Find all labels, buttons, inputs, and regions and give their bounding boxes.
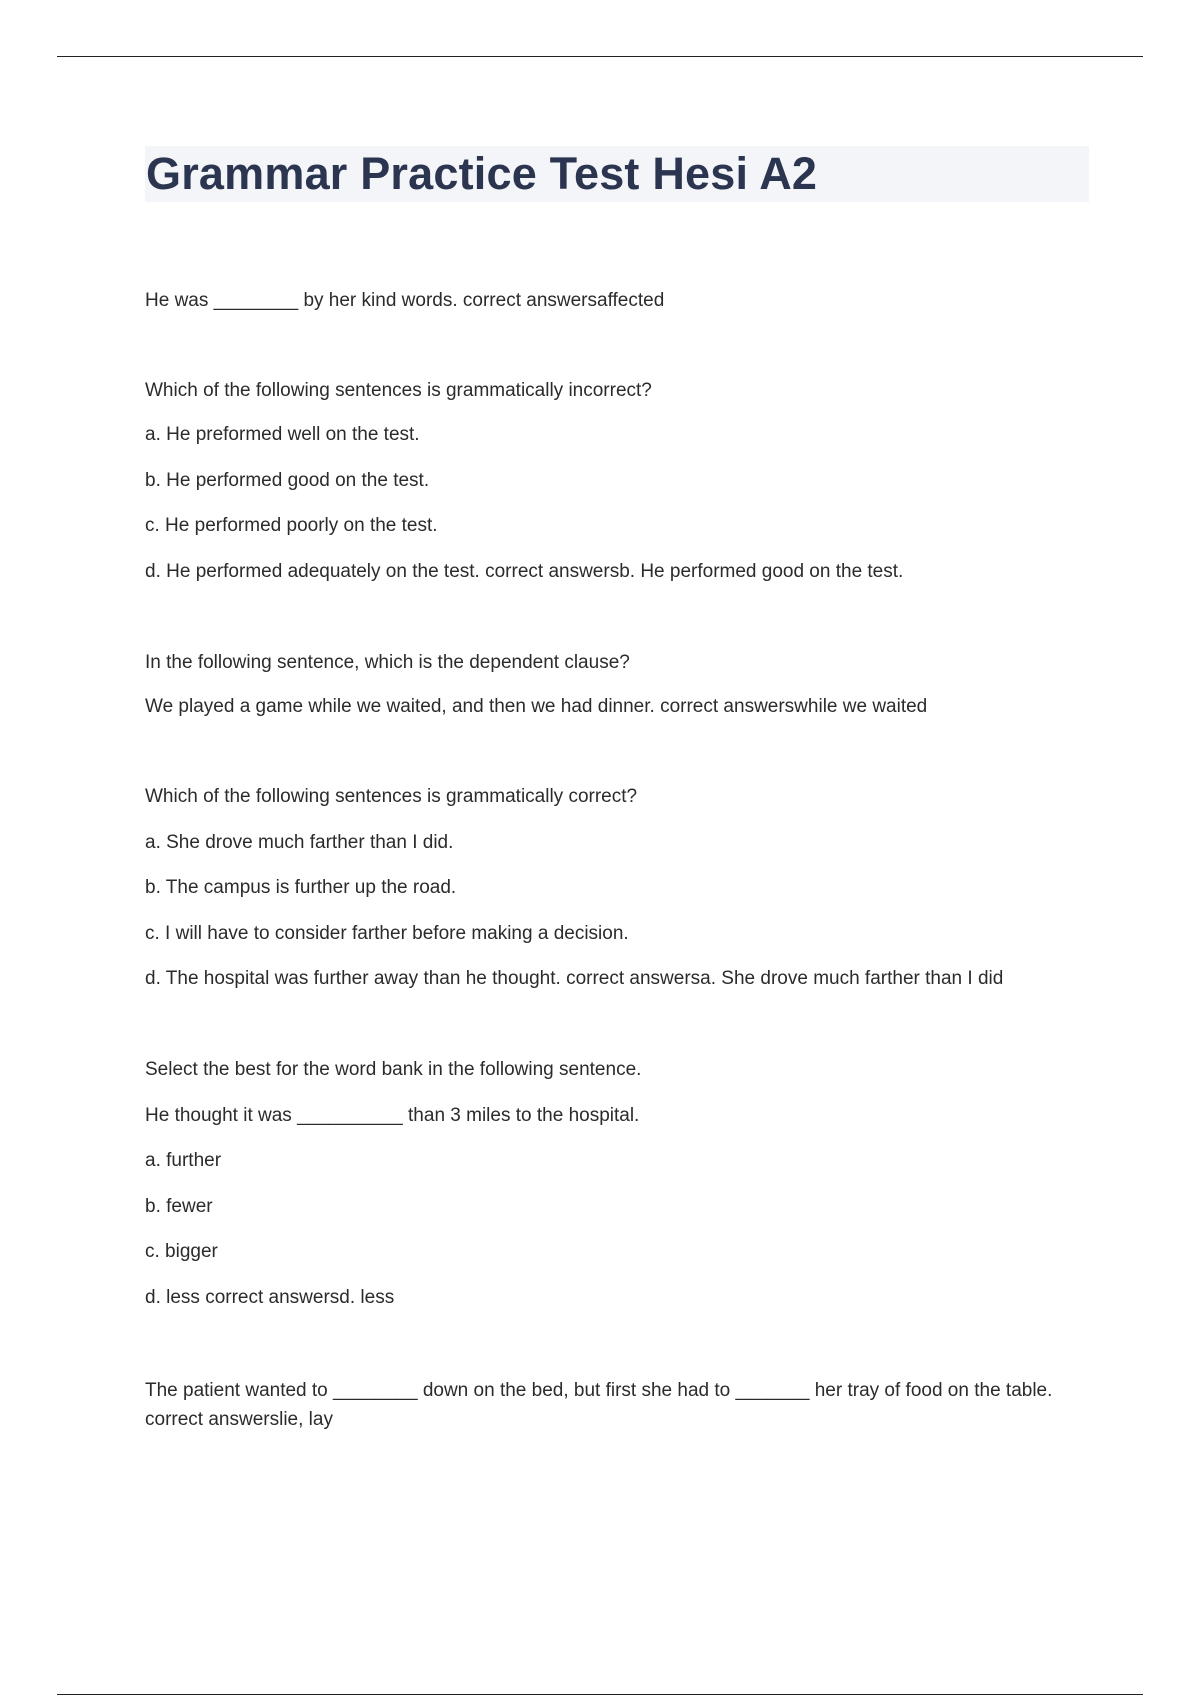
question-text: In the following sentence, which is the dependent clause?: [145, 652, 630, 673]
question-text: Select the best for the word bank in the following sentence.: [145, 1059, 642, 1080]
answer-option: b. fewer: [145, 1196, 213, 1217]
header-rule: [57, 56, 1143, 57]
question-text: He thought it was __________ than 3 miles to the hospital.: [145, 1105, 640, 1126]
answer-option: a. further: [145, 1150, 222, 1171]
question-text: He was ________ by her kind words. correct answersaffected: [145, 290, 665, 311]
question-text: Which of the following sentences is grammatically correct?: [145, 786, 638, 807]
answer-option: d. He performed adequately on the test. correct answersb. He performed good on the test.: [145, 561, 904, 582]
page-title: Grammar Practice Test Hesi A2: [146, 148, 818, 199]
question-text: Which of the following sentences is grammatically incorrect?: [145, 380, 652, 401]
answer-option: c. bigger: [145, 1241, 218, 1262]
answer-option: a. She drove much farther than I did.: [145, 832, 454, 853]
answer-option: d. The hospital was further away than he thought. correct answersa. She drove much farther than I did: [145, 968, 1004, 989]
answer-option: d. less correct answersd. less: [145, 1287, 395, 1308]
answer-option: a. He preformed well on the test.: [145, 424, 420, 445]
answer-option: b. The campus is further up the road.: [145, 877, 457, 898]
question-text: The patient wanted to ________ down on the bed, but first she had to _______ her tray of food on the table. correct answerslie, lay: [145, 1380, 1053, 1430]
answer-option: c. He performed poorly on the test.: [145, 515, 438, 536]
answer-option: b. He performed good on the test.: [145, 470, 430, 491]
answer-option: c. I will have to consider farther before making a decision.: [145, 923, 629, 944]
footer-rule: [57, 1694, 1143, 1695]
question-text: We played a game while we waited, and then we had dinner. correct answerswhile we waited: [145, 696, 928, 717]
